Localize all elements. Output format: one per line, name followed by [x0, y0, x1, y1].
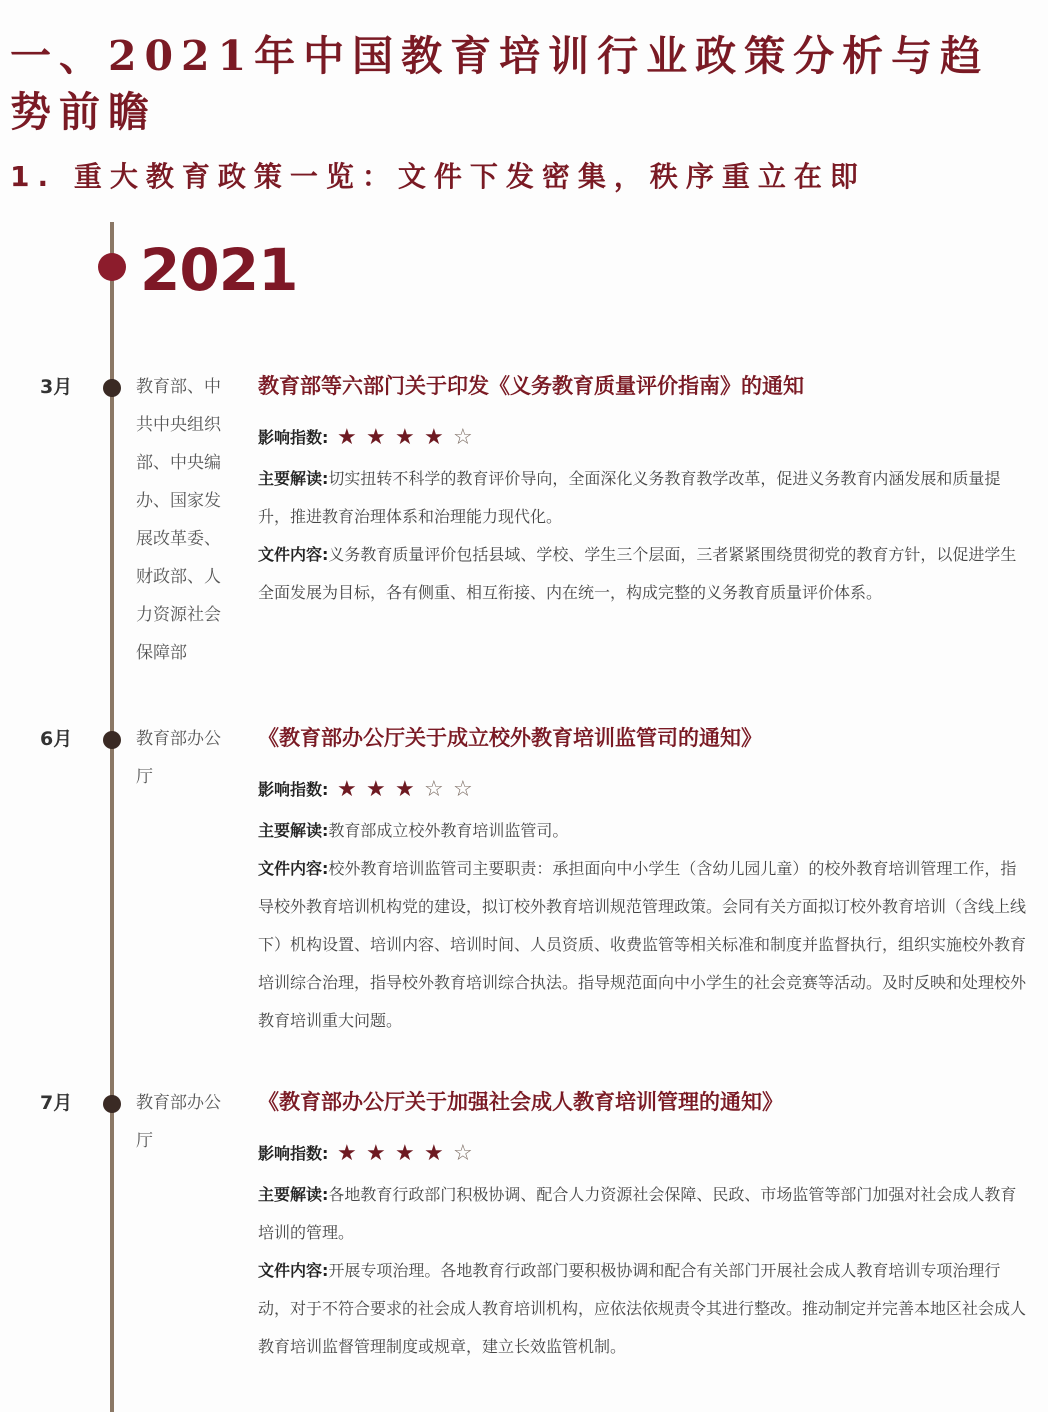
- star-filled-icon: ★: [395, 425, 415, 450]
- star-filled-icon: ★: [395, 777, 415, 802]
- entry-department: 教育部、中共中央组织部、中央编办、国家发展改革委、财政部、人力资源社会保障部: [136, 377, 221, 663]
- star-filled-icon: ★: [424, 1141, 444, 1166]
- interpretation-label: 主要解读:: [258, 821, 329, 840]
- page-title: 一、2021年中国教育培训行业政策分析与趋势前瞻: [10, 32, 990, 136]
- document-content: [258, 1252, 1028, 1366]
- content-text: 义务教育质量评价包括县域、学校、学生三个层面，三者紧紧围绕贯彻党的教育方针，以促进学生全面发展为目标，各有侧重、相互衔接、内在统一，构成完整的义务教育质量评价体系。: [258, 545, 1017, 602]
- impact-rating: [258, 1140, 1028, 1168]
- interpretation: [258, 460, 1028, 536]
- document-content: [258, 850, 1028, 1040]
- impact-rating: [258, 424, 1028, 452]
- entry-department: 教育部办公厅: [136, 729, 221, 787]
- star-filled-icon: ★: [395, 1141, 415, 1166]
- interpretation-label: 主要解读:: [258, 1185, 329, 1204]
- star-filled-icon: ★: [366, 1141, 386, 1166]
- section-subtitle: 1. 重大教育政策一览：文件下发密集，秩序重立在即: [10, 160, 866, 193]
- rating-label: 影响指数:: [258, 1144, 329, 1163]
- star-outline-icon: ☆: [424, 777, 444, 802]
- interpretation-label: 主要解读:: [258, 469, 329, 488]
- rating-label: 影响指数:: [258, 428, 329, 447]
- timeline-dot: [103, 379, 121, 397]
- timeline-dot: [103, 1095, 121, 1113]
- star-filled-icon: ★: [424, 425, 444, 450]
- interpretation: [258, 1176, 1028, 1252]
- interpretation-text: 切实扭转不科学的教育评价导向，全面深化义务教育教学改革，促进义务教育内涵发展和质量提升，推进教育治理体系和治理能力现代化。: [258, 469, 1001, 526]
- star-filled-icon: ★: [337, 1141, 357, 1166]
- content-label: 文件内容:: [258, 1261, 329, 1280]
- rating-stars: [332, 1141, 477, 1167]
- entry-month: 3月: [40, 376, 73, 398]
- document-title: 《教育部办公厅关于成立校外教育培训监管司的通知》: [258, 726, 762, 750]
- document-content: [258, 536, 1028, 612]
- entry-content: [258, 726, 1028, 1040]
- entry-month: 6月: [40, 728, 73, 750]
- document-title: 教育部等六部门关于印发《义务教育质量评价指南》的通知: [258, 374, 804, 398]
- star-outline-icon: ☆: [453, 777, 473, 802]
- star-outline-icon: ☆: [453, 425, 473, 450]
- rating-stars: [332, 777, 477, 803]
- content-text: 开展专项治理。各地教育行政部门要积极协调和配合有关部门开展社会成人教育培训专项治理行动，对于不符合要求的社会成人教育培训机构，应依法依规责令其进行整改。推动制定并完善本地区社会成人教育培训监督管理制度或规章，建立长效监管机制。: [258, 1261, 1027, 1356]
- rating-stars: [332, 425, 477, 451]
- star-filled-icon: ★: [366, 425, 386, 450]
- interpretation-text: 教育部成立校外教育培训监管司。: [328, 821, 569, 840]
- star-outline-icon: ☆: [453, 1141, 473, 1166]
- content-label: 文件内容:: [258, 859, 329, 878]
- entry-content: [258, 374, 1028, 612]
- entry-month: 7月: [40, 1092, 73, 1114]
- year-marker-dot: [98, 253, 126, 281]
- star-filled-icon: ★: [366, 777, 386, 802]
- timeline-dot: [103, 731, 121, 749]
- interpretation: [258, 812, 1028, 850]
- star-filled-icon: ★: [337, 777, 357, 802]
- rating-label: 影响指数:: [258, 780, 329, 799]
- timeline-line: [110, 222, 114, 1412]
- interpretation-text: 各地教育行政部门积极协调、配合人力资源社会保障、民政、市场监管等部门加强对社会成人教育培训的管理。: [258, 1185, 1017, 1242]
- entry-content: [258, 1090, 1028, 1366]
- document-title: 《教育部办公厅关于加强社会成人教育培训管理的通知》: [258, 1090, 783, 1114]
- star-filled-icon: ★: [337, 425, 357, 450]
- impact-rating: [258, 776, 1028, 804]
- content-text: 校外教育培训监管司主要职责：承担面向中小学生（含幼儿园儿童）的校外教育培训管理工作，指导校外教育培训机构党的建设，拟订校外教育培训规范管理政策。会同有关方面拟订校外教育培训（含线上线下）机构设置、培训内容、培训时间、人员资质、收费监管等相关标准和制度并监督执行，组织实施校外教育培训综合治理，指导校外教育培训综合执法。指导规范面向中小学生的社会竞赛等活动。及时反映和处理校外教育培训重大问题。: [258, 859, 1027, 1030]
- entry-department: 教育部办公厅: [136, 1093, 221, 1151]
- year-label: 2021: [140, 236, 298, 304]
- content-label: 文件内容:: [258, 545, 329, 564]
